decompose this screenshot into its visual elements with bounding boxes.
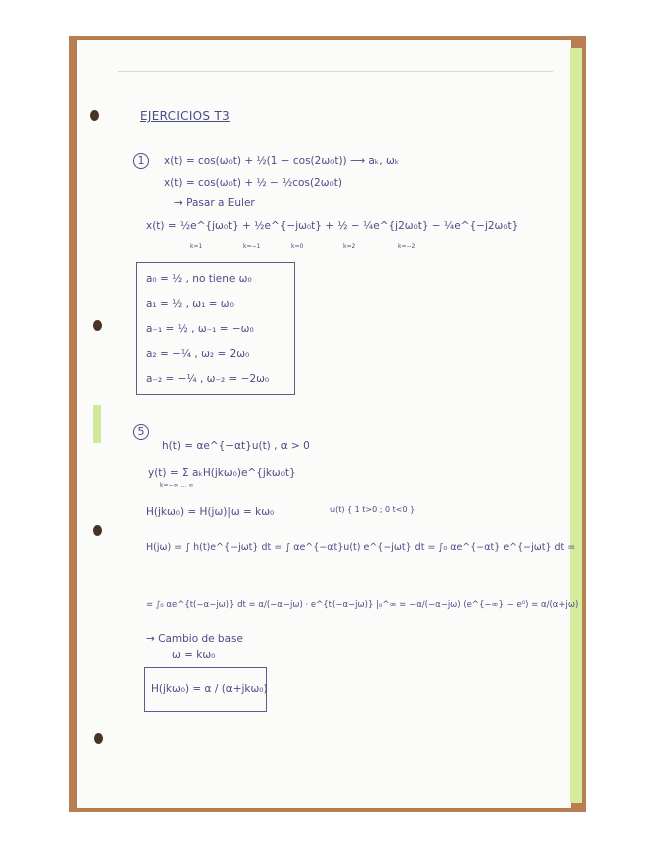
exercise-5-number: 5 (133, 424, 149, 440)
header-line (118, 71, 553, 72)
coefficient-row: a₀ = ½ , no tiene ω₀ (146, 273, 252, 285)
step-definition: u(t) { 1 t>0 ; 0 t<0 } (330, 505, 416, 514)
punch-hole (90, 110, 99, 121)
punch-hole (94, 733, 103, 744)
exercise-5-line-7: ω = kω₀ (172, 649, 216, 661)
k-label: k=0 (291, 243, 304, 250)
exercise-1-number: 1 (133, 153, 149, 169)
punch-hole (93, 320, 102, 331)
k-label: k=−1 (243, 243, 261, 250)
exercise-5-line-1: h(t) = αe^{−αt}u(t) , α > 0 (162, 440, 310, 452)
green-margin-strip (570, 48, 582, 803)
exercise-1-line-3: → Pasar a Euler (174, 197, 255, 209)
exercise-1-line-2: x(t) = cos(ω₀t) + ½ − ½cos(2ω₀t) (164, 177, 342, 189)
sum-limits: k=−∞ … ∞ (160, 482, 194, 489)
euler-expansion: x(t) = ½e^{jω₀t} + ½e^{−jω₀t} + ½ − ¼e^{j2ω₀t} − ¼e^{−j2ω₀t} (146, 220, 519, 232)
coefficient-row: a₁ = ½ , ω₁ = ω₀ (146, 298, 234, 310)
final-result: H(jkω₀) = α / (α+jkω₀) (151, 683, 268, 695)
exercise-5-line-4: H(jω) = ∫ h(t)e^{−jωt} dt = ∫ αe^{−αt}u(t) e^{−jωt} dt = ∫₀ αe^{−αt} e^{−jωt} dt = (146, 542, 576, 553)
punch-hole (93, 525, 102, 536)
exercise-1-line-1: x(t) = cos(ω₀t) + ½(1 − cos(2ω₀t)) ⟶ aₖ, ωₖ (164, 155, 400, 167)
k-label: k=2 (343, 243, 356, 250)
k-label: k=1 (190, 243, 203, 250)
coefficient-row: a₋₂ = −¼ , ω₋₂ = −2ω₀ (146, 373, 270, 385)
exercise-5-line-5: = ∫₀ αe^{t(−α−jω)} dt = α/(−α−jω) · e^{t(−α−jω)} |₀^∞ = −α/(−α−jω) (e^{−∞} − e⁰) = α/(α+jω) (146, 600, 579, 610)
page-tab (93, 405, 101, 443)
page-title: EJERCICIOS T3 (140, 109, 231, 123)
exercise-5-line-6: → Cambio de base (146, 633, 243, 645)
k-label: k=−2 (398, 243, 416, 250)
coefficient-row: a₂ = −¼ , ω₂ = 2ω₀ (146, 348, 250, 360)
exercise-5-line-2: y(t) = Σ aₖH(jkω₀)e^{jkω₀t} (148, 467, 296, 479)
exercise-5-line-3: H(jkω₀) = H(jω)|ω = kω₀ (146, 506, 275, 518)
coefficient-row: a₋₁ = ½ , ω₋₁ = −ω₀ (146, 323, 254, 335)
